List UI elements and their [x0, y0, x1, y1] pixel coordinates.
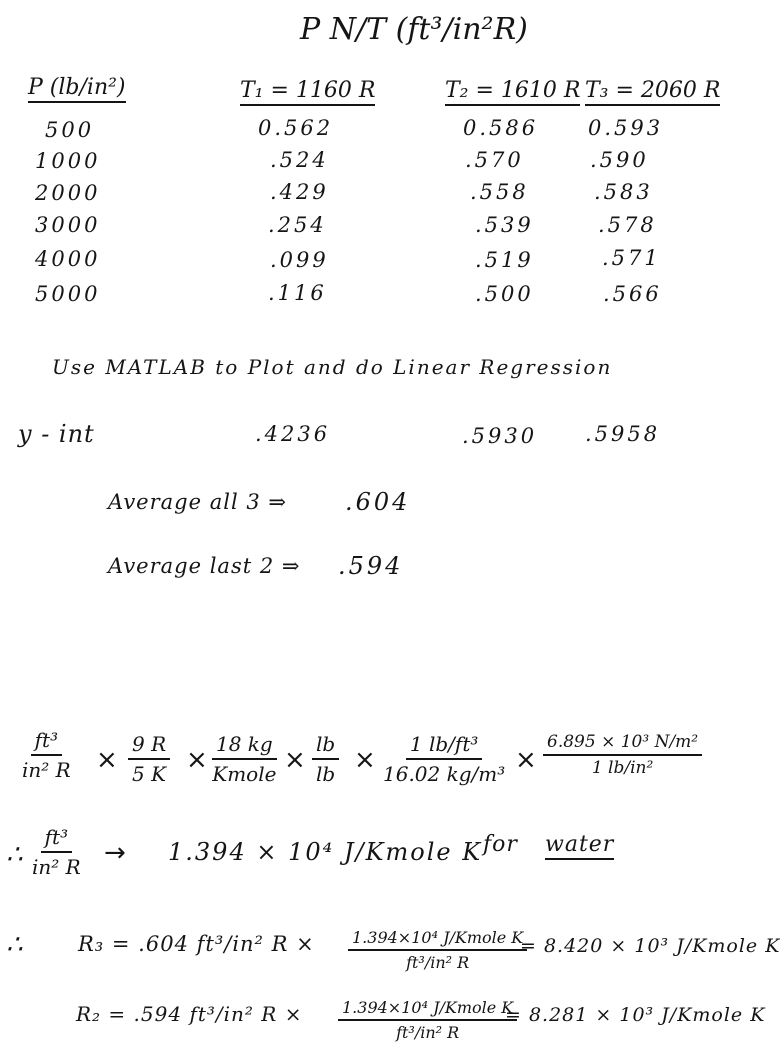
r2-lhs: R₂ = .594 ft³/in² R × — [76, 1002, 303, 1026]
fraction-denominator: in² R — [22, 758, 71, 782]
fraction-denominator: 1 lb/in² — [591, 758, 654, 778]
therefore-symbol: ∴ — [6, 840, 23, 870]
table-cell: .558 — [470, 180, 529, 204]
table-cell: .539 — [475, 213, 534, 237]
table-cell: 5000 — [35, 282, 101, 306]
fraction — [543, 732, 702, 778]
fraction — [348, 928, 527, 972]
table-cell: 0.562 — [258, 116, 334, 140]
page-title: P N/T (ft³/in²R) — [300, 12, 528, 47]
yint-value: .5958 — [585, 422, 661, 446]
fraction — [312, 732, 339, 786]
average-last-label: Average last 2 ⇒ — [108, 554, 301, 578]
fraction — [32, 825, 81, 879]
table-cell: 0.593 — [588, 116, 664, 140]
yint-value: .4236 — [255, 422, 331, 446]
table-cell: 2000 — [35, 181, 101, 205]
table-cell: .519 — [475, 248, 534, 272]
fraction-denominator: ft³/in² R — [406, 953, 470, 972]
average-last-value: .594 — [338, 552, 404, 580]
fraction-numerator: 6.895 × 10³ N/m² — [543, 732, 702, 756]
fraction-numerator: 9 R — [128, 732, 170, 760]
fraction — [128, 732, 170, 786]
header-pressure: P (lb/in²) — [28, 75, 126, 103]
times-operator: × — [354, 745, 376, 775]
table-cell: .500 — [475, 282, 534, 306]
regression-note: Use MATLAB to Plot and do Linear Regression — [52, 355, 613, 379]
table-cell: .583 — [594, 180, 653, 204]
fraction-denominator: 5 K — [132, 762, 167, 786]
times-operator: × — [284, 745, 306, 775]
table-cell: 4000 — [35, 247, 101, 271]
table-cell: .570 — [465, 148, 524, 172]
fraction-numerator: 1.394×10⁴ J/Kmole K — [338, 998, 517, 1021]
table-cell: .566 — [603, 282, 662, 306]
table-cell: .571 — [602, 246, 661, 270]
fraction-numerator: 18 kg — [212, 732, 277, 760]
fraction-denominator: 16.02 kg/m³ — [383, 762, 506, 786]
table-cell: .524 — [270, 148, 329, 172]
fraction — [338, 998, 517, 1042]
table-cell: .429 — [270, 180, 329, 204]
table-cell: .116 — [268, 281, 327, 305]
yint-value: .5930 — [462, 424, 538, 448]
for-label: for — [483, 832, 518, 857]
fraction-numerator: ft³ — [31, 728, 62, 756]
fraction-numerator: 1 lb/ft³ — [406, 732, 482, 760]
result-value: 1.394 × 10⁴ J/Kmole K — [168, 838, 483, 866]
r3-lhs: R₃ = .604 ft³/in² R × — [78, 932, 315, 956]
header-t2: T₂ = 1610 R — [445, 78, 580, 106]
r2-rhs: = 8.281 × 10³ J/Kmole K — [505, 1004, 766, 1026]
table-cell: 3000 — [35, 213, 101, 237]
therefore-symbol: ∴ — [6, 930, 23, 960]
table-cell: .590 — [590, 148, 649, 172]
fraction-denominator: lb — [316, 762, 336, 786]
fraction — [383, 732, 505, 786]
table-cell: 1000 — [35, 149, 101, 173]
header-t3: T₃ = 2060 R — [585, 78, 720, 106]
table-cell: .254 — [268, 213, 327, 237]
times-operator: × — [186, 745, 208, 775]
table-cell: 0.586 — [463, 116, 539, 140]
fraction-numerator: 1.394×10⁴ J/Kmole K — [348, 928, 527, 951]
arrow-icon: → — [104, 838, 126, 868]
average-all-value: .604 — [345, 488, 411, 516]
header-t1: T₁ = 1160 R — [240, 78, 375, 106]
fraction — [22, 728, 71, 782]
average-all-label: Average all 3 ⇒ — [108, 490, 287, 514]
table-cell: 500 — [45, 118, 95, 142]
fraction-denominator: ft³/in² R — [396, 1023, 460, 1042]
fraction-denominator: Kmole — [212, 762, 277, 786]
table-cell: .099 — [270, 248, 329, 272]
yint-label: y - int — [18, 420, 95, 448]
fraction — [212, 732, 277, 786]
fraction-denominator: in² R — [32, 855, 81, 879]
fraction-numerator: ft³ — [41, 825, 72, 853]
r3-rhs: = 8.420 × 10³ J/Kmole K — [520, 935, 780, 957]
times-operator: × — [515, 745, 537, 775]
times-operator: × — [96, 745, 118, 775]
table-cell: .578 — [598, 213, 657, 237]
substance-label: water — [545, 832, 614, 860]
fraction-numerator: lb — [312, 732, 339, 760]
